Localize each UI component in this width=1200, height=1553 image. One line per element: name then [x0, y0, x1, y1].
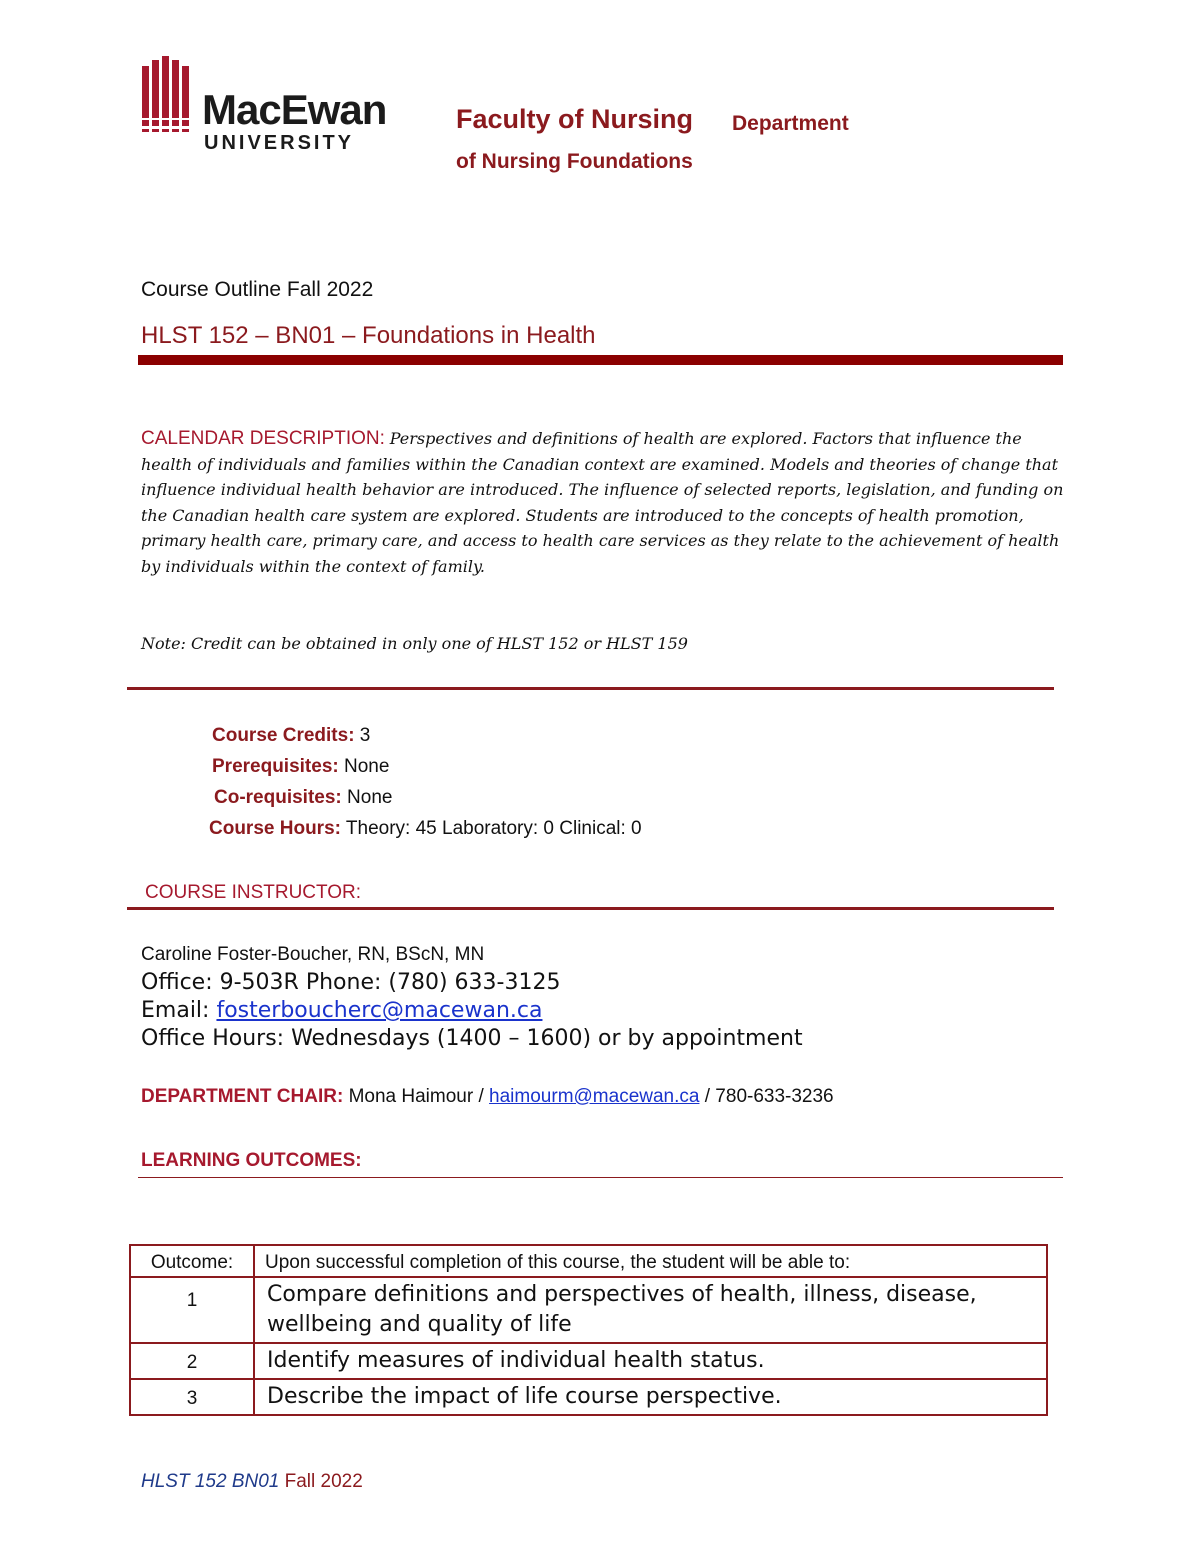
footer-course: HLST 152 BN01	[141, 1471, 280, 1492]
table-row	[130, 1343, 1047, 1379]
instructor-office-hours: Office Hours: Wednesdays (1400 – 1600) or by appointment	[141, 1026, 803, 1051]
outcome-text: Describe the impact of life course perspective.	[254, 1379, 1047, 1415]
calendar-description-text: Perspectives and definitions of health are explored. Factors that influence the health of individuals and families within the Canadian context are examined. Models and theories of change that influence individual health behavior are introduced. The influence of selected reports, legislation, and funding on the Canadian health care system are explored. Students are introduced to the concepts of health promotion, primary health care, primary care, and access to health care services as they relate to the achievement of health by individuals within the context of family.	[141, 429, 1064, 576]
department-heading-part1: Department	[732, 112, 849, 135]
footer-term: Fall 2022	[279, 1471, 363, 1492]
learning-outcomes-table	[129, 1244, 1048, 1416]
title-divider	[138, 355, 1063, 365]
course-title: HLST 152 – BN01 – Foundations in Health	[141, 322, 596, 349]
macewan-logo	[140, 56, 410, 156]
outcome-number: 1	[130, 1277, 254, 1343]
outline-title: Course Outline Fall 2022	[141, 278, 374, 301]
outcome-text: Compare definitions and perspectives of health, illness, disease, wellbeing and quality of life	[254, 1277, 1047, 1343]
corequisites	[214, 787, 392, 809]
page-footer	[141, 1471, 363, 1493]
prerequisites	[212, 756, 389, 778]
department-chair-name: Mona Haimour /	[343, 1086, 490, 1107]
instructor-email-link[interactable]: fosterboucherc@macewan.ca	[216, 998, 543, 1023]
prerequisites-value: None	[338, 756, 390, 777]
course-credits-label: Course Credits:	[212, 725, 355, 746]
course-hours-label: Course Hours:	[209, 818, 341, 839]
table-row	[130, 1277, 1047, 1343]
description-divider	[127, 687, 1054, 690]
corequisites-label: Co-requisites:	[214, 787, 342, 808]
corequisites-value: None	[341, 787, 393, 808]
instructor-email-label: Email:	[141, 998, 217, 1023]
outcome-number: 3	[130, 1379, 254, 1415]
instructor-divider	[127, 907, 1054, 910]
learning-outcomes-divider	[138, 1177, 1063, 1178]
logo-wordmark: MacEwan	[202, 86, 387, 133]
logo-university: UNIVERSITY	[204, 132, 355, 154]
table-row	[130, 1379, 1047, 1415]
department-chair-phone: / 780-633-3236	[699, 1086, 834, 1107]
table-header-row	[130, 1245, 1047, 1277]
department-chair-email-link[interactable]: haimourm@macewan.ca	[489, 1086, 700, 1107]
instructor-name: Caroline Foster-Boucher, RN, BScN, MN	[141, 944, 485, 965]
instructor-section-label: COURSE INSTRUCTOR:	[145, 882, 362, 903]
logo-mark-icon	[140, 56, 192, 134]
department-chair-label: DEPARTMENT CHAIR:	[141, 1086, 344, 1107]
credit-note: Note: Credit can be obtained in only one of HLST 152 or HLST 159	[141, 634, 688, 653]
description-column-header: Upon successful completion of this course, the student will be able to:	[254, 1245, 1047, 1277]
department-heading-part2: of Nursing Foundations	[456, 150, 693, 173]
outcome-text: Identify measures of individual health status.	[254, 1343, 1047, 1379]
learning-outcomes-label: LEARNING OUTCOMES:	[141, 1150, 362, 1171]
faculty-heading: Faculty of Nursing	[456, 104, 694, 134]
course-credits-value: 3	[354, 725, 371, 746]
prerequisites-label: Prerequisites:	[212, 756, 339, 777]
calendar-description-label: CALENDAR DESCRIPTION:	[141, 428, 385, 449]
outcome-number: 2	[130, 1343, 254, 1379]
course-hours-value: Theory: 45 Laboratory: 0 Clinical: 0	[340, 818, 642, 839]
calendar-description	[141, 426, 1066, 579]
course-hours	[209, 818, 642, 840]
outcome-column-header: Outcome:	[130, 1245, 254, 1277]
instructor-email-line	[141, 998, 542, 1023]
department-chair	[141, 1086, 834, 1108]
course-credits	[212, 725, 370, 747]
instructor-office-phone: Office: 9-503R Phone: (780) 633-3125	[141, 970, 561, 995]
